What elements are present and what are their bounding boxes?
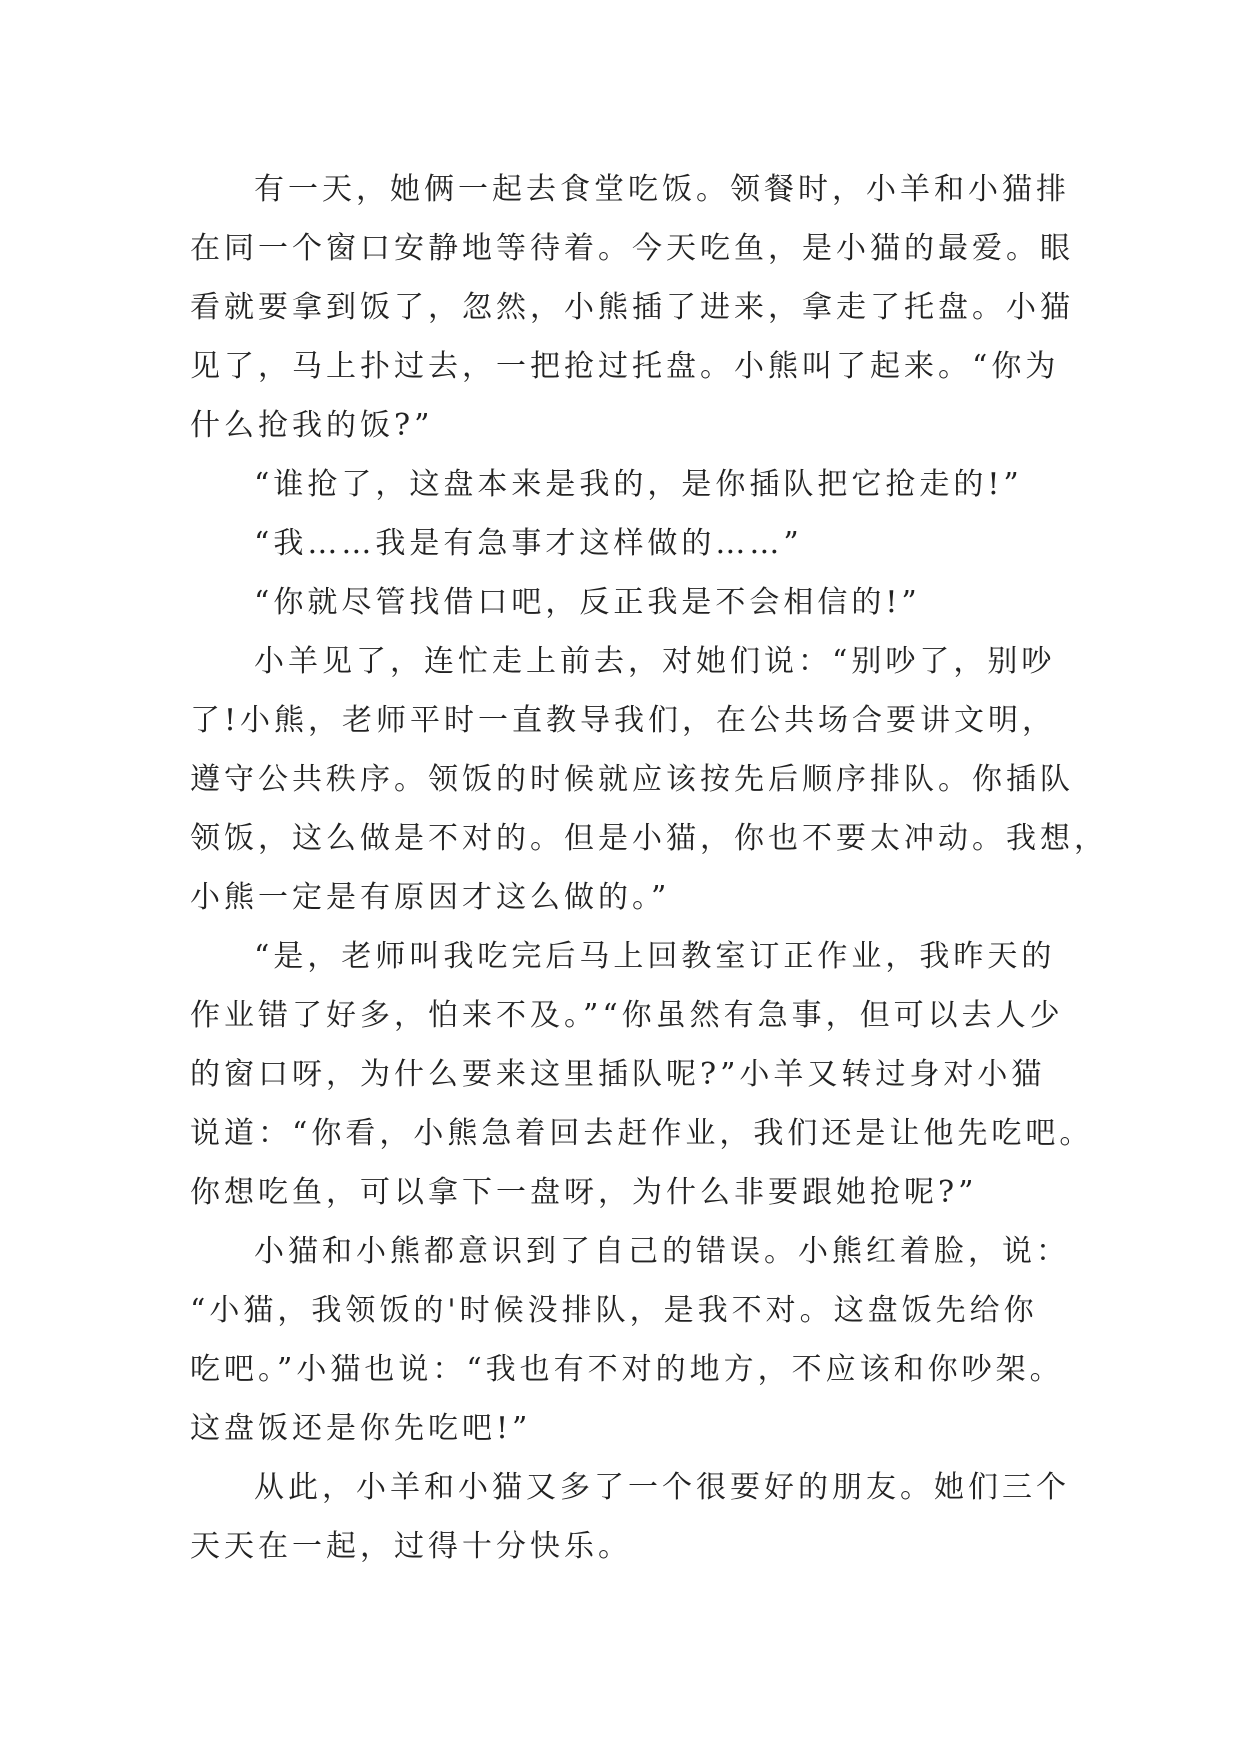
story-text bbox=[190, 160, 1108, 1576]
text-line: 从此，小羊和小猫又多了一个很要好的朋友。她们三个 bbox=[254, 1470, 1070, 1505]
text-line: 遵守公共秩序。领饭的时候就应该按先后顺序排队。你插队 bbox=[190, 762, 1074, 797]
text-line: 说道：“你看，小熊急着回去赶作业，我们还是让他先吃吧。 bbox=[190, 1116, 1094, 1151]
text-line: 你想吃鱼，可以拿下一盘呀，为什么非要跟她抢呢?” bbox=[190, 1175, 978, 1210]
text-line: 在同一个窗口安静地等待着。今天吃鱼，是小猫的最爱。眼 bbox=[190, 231, 1074, 266]
text-line: “你就尽管找借口吧，反正我是不会相信的!” bbox=[254, 585, 921, 620]
text-line: 这盘饭还是你先吃吧!” bbox=[190, 1411, 532, 1446]
text-line: 小猫和小熊都意识到了自己的错误。小熊红着脸，说： bbox=[254, 1234, 1070, 1269]
text-line: 吃吧。”小猫也说：“我也有不对的地方，不应该和你吵架。 bbox=[190, 1352, 1064, 1387]
text-line: 领饭，这么做是不对的。但是小猫，你也不要太冲动。我想， bbox=[190, 821, 1108, 856]
text-line: 有一天，她俩一起去食堂吃饭。领餐时，小羊和小猫排 bbox=[254, 172, 1070, 207]
text-line: “我……我是有急事才这样做的……” bbox=[254, 526, 803, 561]
text-line: “小猫，我领饭的'时候没排队，是我不对。这盘饭先给你 bbox=[190, 1293, 1038, 1328]
text-line: 小羊见了，连忙走上前去，对她们说：“别吵了，别吵 bbox=[254, 644, 1056, 679]
text-line: 见了，马上扑过去，一把抢过托盘。小熊叫了起来。“你为 bbox=[190, 349, 1060, 384]
text-line: 看就要拿到饭了，忽然，小熊插了进来，拿走了托盘。小猫 bbox=[190, 290, 1074, 325]
text-line: “谁抢了，这盘本来是我的，是你插队把它抢走的!” bbox=[254, 467, 1023, 502]
text-line: 小熊一定是有原因才这么做的。” bbox=[190, 880, 671, 915]
text-line: 了!小熊，老师平时一直教导我们，在公共场合要讲文明， bbox=[190, 703, 1057, 738]
text-line: 什么抢我的饭?” bbox=[190, 408, 434, 443]
text-line: 天天在一起，过得十分快乐。 bbox=[190, 1529, 632, 1564]
text-line: 的窗口呀，为什么要来这里插队呢?”小羊又转过身对小猫 bbox=[190, 1057, 1046, 1092]
text-line: “是，老师叫我吃完后马上回教室订正作业，我昨天的 bbox=[254, 939, 1056, 974]
text-line: 作业错了好多，怕来不及。”“你虽然有急事，但可以去人少 bbox=[190, 998, 1064, 1033]
